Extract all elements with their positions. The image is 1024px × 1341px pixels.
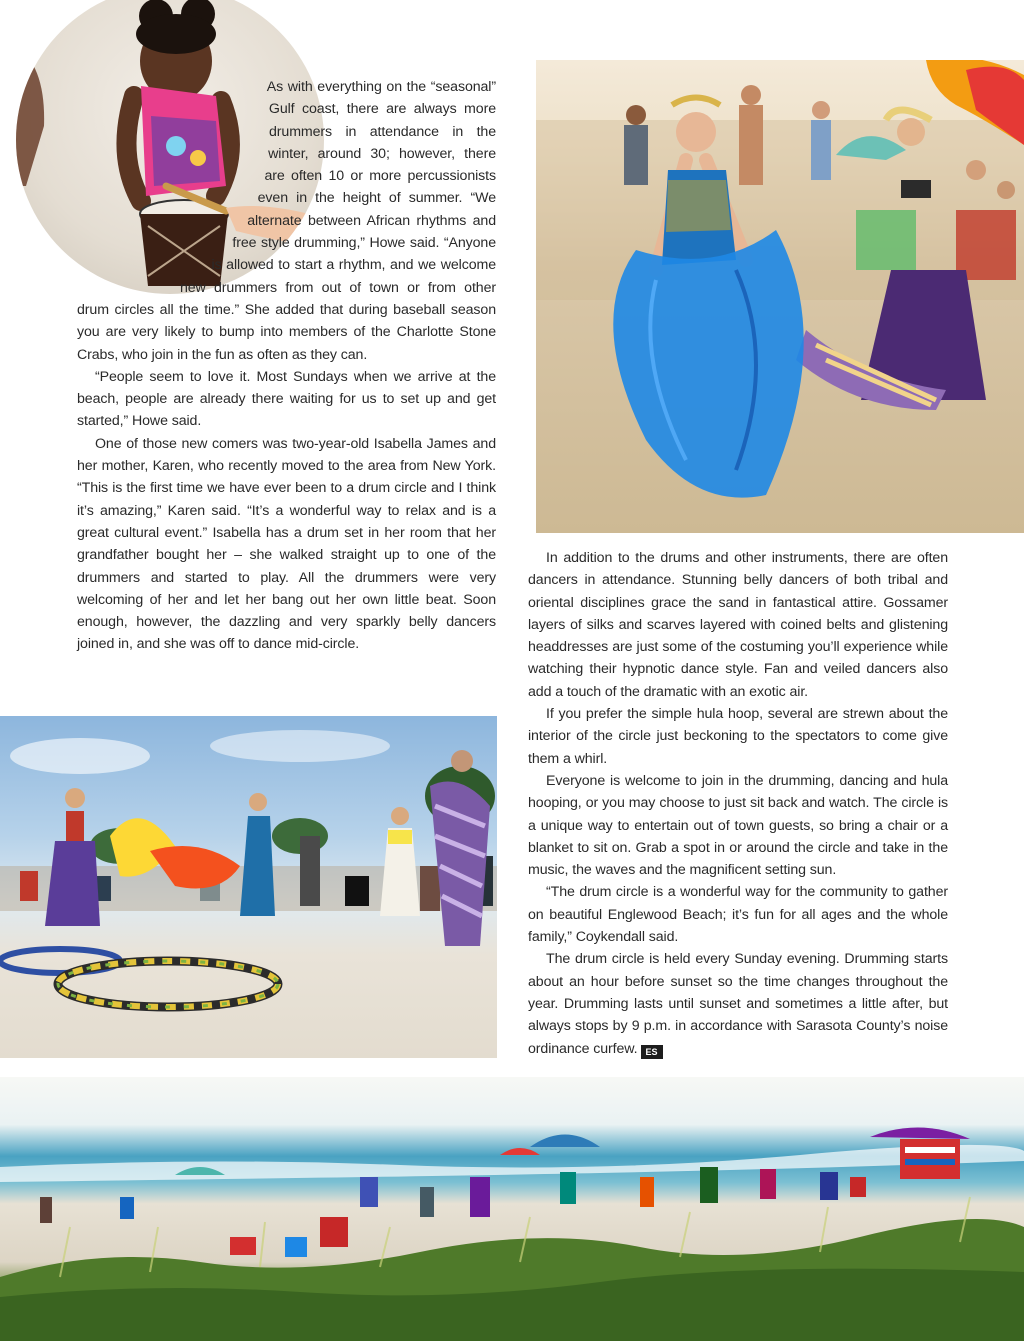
beach-panorama-photo xyxy=(0,1077,1024,1341)
right-paragraph-3: Everyone is welcome to join in the drumming, dancing and hula hooping, or you may choose to just sit back and watch. The circle is a unique way to entertain out of town guests, so bring a chair or a blanket to sit on. Grab a spot in or around the circle and take in the music, the waves and the magnificent setting sun. xyxy=(528,772,948,879)
left-paragraph-1: As with everything on the “seasonal” Gulf coast, there are always more drummers in attendance in the winter, around 30; however, there are often 10 or more percussionists even in the height of summer. “We alternate between African rhythms and free style drumming,” Howe said. “Anyone is allowed to start a rhythm, and we welcome new drummers from out of town or from other drum circles all the time.” She added that during baseball season you are very likely to bump into members of the Charlotte Stone Crabs, who join in the fun as often as they can. xyxy=(77,79,496,363)
beach-dancers-photo xyxy=(0,716,497,1058)
left-paragraph-3: One of those new comers was two-year-old Isabella James and her mother, Karen, who recently moved to the area from New York. “This is the first time we have ever been to a drum circle and I think it’s amazing,” Karen said. “It’s a wonderful way to relax and is a great cultural event.” Isabella has a drum set in her room that her grandfather bought her – she walked straight up to one of the drummers and started to play. All the drummers were very welcoming of her and let her bang out her own little beat. Soon enough, however, the dazzling and very sparkly belly dancers joined in, and she was off to dance mid-circle. xyxy=(77,435,496,653)
article-end-mark-icon: ES xyxy=(641,1045,663,1059)
left-text-column xyxy=(77,76,496,656)
right-paragraph-1: In addition to the drums and other instruments, there are often dancers in attendance. Stunning belly dancers of both tribal and oriental disciplines grace the sand in fantastical attire. Gossamer layers of silks and scarves layered with coined belts and glistening headdresses are just some of the costuming you’ll experience while watching their hypnotic dance style. Fan and veiled dancers also add a touch of the dramatic with an exotic air. xyxy=(528,550,948,700)
right-text-column xyxy=(528,547,948,1060)
belly-dancer-photo xyxy=(536,60,1024,533)
left-paragraph-2: “People seem to love it. Most Sundays when we arrive at the beach, people are already there waiting for us to set up and get started,” Howe said. xyxy=(77,368,496,430)
right-paragraph-4: “The drum circle is a wonderful way for the community to gather on beautiful Englewood Beach; it’s fun for all ages and the whole family,” Coykendall said. xyxy=(528,884,948,946)
right-paragraph-5 xyxy=(528,948,948,1059)
right-paragraph-2: If you prefer the simple hula hoop, several are strewn about the interior of the circle just beckoning to the spectators to come give them a whirl. xyxy=(528,706,948,767)
right-paragraph-5-text: The drum circle is held every Sunday evening. Drumming starts about an hour before sunset so the time changes throughout the year. Drumming lasts until sunset and sometimes a little after, but always stops by 9 p.m. in accordance with Sarasota County’s noise ordinance curfew. xyxy=(528,951,948,1057)
